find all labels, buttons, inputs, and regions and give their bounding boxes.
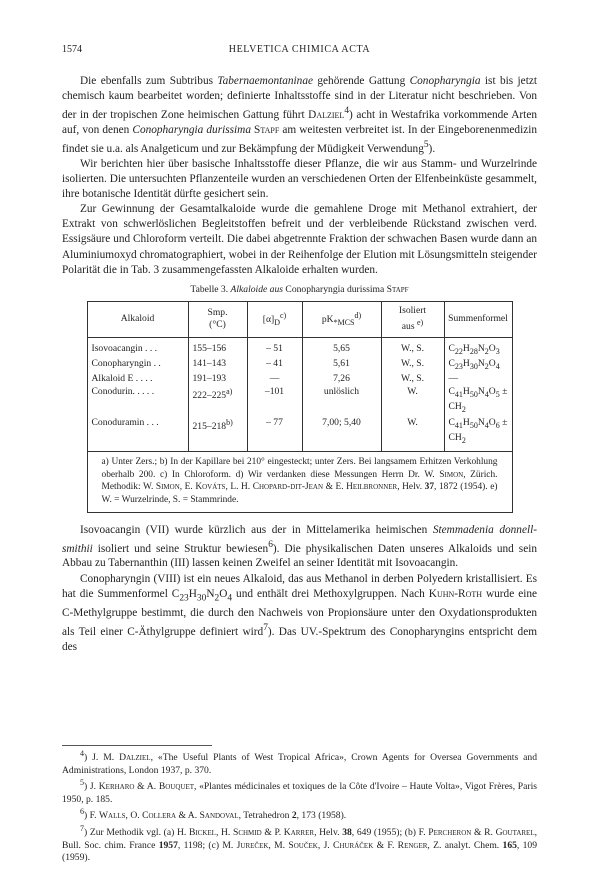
- table-row: [88, 373, 512, 385]
- text: Tabelle 3.: [190, 283, 231, 295]
- subscript: 4: [227, 592, 233, 603]
- paragraph-gesamtalkaloide: Zur Gewinnung der Gesamtalkaloide wurde die gemahlene Droge mit Methanol extrahiert, der Extrakt von schwerlöslichen Begleitstoffen befreit und der verbleibende Rückstand zwischen verd. Essigsäure und Chloroform verteilt. Die dabei abgetrennte Fraktion der schwachen Basen wurde dann an Aluminiumoxyd chromatographiert, wobei in der Reihenfolge der Elution mit Lösungsmitteln steigender Polarität die in Tab. 3 zusammengefassten Alkaloide erhalten wurden.: [62, 203, 537, 276]
- text: a) Unter Zers.;: [101, 457, 160, 468]
- footnote-mark: 4: [80, 749, 84, 758]
- text: 37: [424, 482, 435, 493]
- footnote-ref: 7: [263, 623, 268, 634]
- paragraph-conopharyngia-intro: Die ebenfalls zum Subtribus Tabernaemontaninae gehörende Gattung Conopharyngia ist bis jetzt chemisch kaum bearbeitet worden; definierte Inhaltsstoffe sind in der Literatur nicht beschrieben. Von der in der tropischen Zone heimischen Gattung führt Dalziel$^4$) acht in Westafrika vorkommende Arten auf, von denen Conopharyngia durissima Stapf am weitesten verbreitet ist. In der Eingeborenenmedizin findet sie u.a. als Analgeticum und zur Bekämpfung der Müdigkeit Verwendung$^5$).: [62, 75, 538, 155]
- cell-smp: 191–193: [188, 373, 247, 385]
- author-name: Walls: [98, 810, 126, 822]
- table-row: [88, 417, 512, 452]
- cell-isoliert: W., S.: [381, 337, 444, 358]
- author-name: Bouquet: [158, 781, 195, 793]
- text: 1957: [158, 839, 178, 851]
- text: , 649 (1955); (b) F.: [351, 827, 429, 839]
- cell-pk: 5,61: [302, 358, 381, 373]
- footnote-6: $^6$) F. Walls, O. Collera & A. Sandoval, Tetrahedron 2, 173 (1958).: [80, 807, 347, 822]
- text: b) In der Kapillare bei 210° eingesteckt; unter Zers. Bei langsamem Erhitzen Verkohlung oberhalb 200.: [101, 457, 498, 480]
- text: & R.: [471, 827, 496, 839]
- footnote-ref: e): [416, 318, 424, 328]
- author-name: Simon: [155, 482, 180, 493]
- table-row: [88, 337, 512, 358]
- author-name: Karrer: [283, 827, 315, 839]
- cell-formula: $C_{41}H_{50}N_4O_5 \pm CH_2$: [448, 385, 508, 415]
- taxon-name: Stemmadenia donnell-smithii: [62, 523, 537, 555]
- text: , L. H.: [225, 482, 253, 493]
- cell-isoliert: W.: [381, 386, 444, 417]
- text: .: [432, 142, 436, 155]
- text: , H.: [215, 827, 233, 839]
- page-number: 1574: [62, 44, 82, 55]
- cell-isoliert: W., S.: [381, 373, 444, 385]
- text: , Bull. Soc. chim. France: [62, 827, 537, 851]
- cell-alkaloid: Conopharyngin . .: [88, 358, 189, 373]
- text: , O.: [125, 810, 143, 822]
- alkaloid-table: [87, 301, 513, 513]
- author-name: Dalziel: [308, 108, 345, 121]
- text: , 173 (1958).: [296, 810, 347, 822]
- author-name: Heilbronner: [346, 482, 398, 493]
- author-name: Churáček: [333, 839, 374, 851]
- text: , «The Useful Plants of West Tropical Africa», Crown Agents for Oversea Governments and Administrations, London 1937, p. 370.: [62, 752, 537, 776]
- footnote-mark: 6: [80, 807, 84, 817]
- table-header-row: [88, 302, 512, 338]
- text: J. M.: [87, 752, 120, 764]
- text: D: [274, 317, 280, 327]
- text: Smp.: [207, 306, 228, 318]
- text: Alkaloide aus: [230, 283, 284, 295]
- footnote-divider: [62, 745, 212, 746]
- text: isoliert und seine Struktur bewiesen: [92, 542, 269, 555]
- taxon-name: Conopharyngia durissima: [132, 124, 251, 137]
- text: wurde eine C-Methylgruppe bestimmt, die durch den Nachweis von Propionsäure unter den Oxydationsprodukten als Teil einer C-Äthylgruppe definiert wird: [62, 587, 538, 638]
- text: , 1872 (1954).: [434, 482, 491, 493]
- col-alkaloid: Alkaloid: [88, 302, 189, 338]
- text: Die ebenfalls zum Subtribus: [80, 75, 218, 87]
- footnote-ref: c): [279, 310, 287, 320]
- text: , Tetrahedron: [238, 810, 292, 822]
- author-name: Renger: [397, 839, 428, 851]
- text: MCS: [337, 317, 355, 327]
- footnote-ref: 4: [344, 106, 350, 117]
- text: , Helv.: [314, 827, 343, 839]
- col-pk: [302, 302, 381, 338]
- text: J.: [87, 781, 99, 793]
- text: & A.: [134, 781, 159, 793]
- cell-smp: 141–143: [188, 358, 247, 373]
- author-name: Souček: [288, 839, 318, 851]
- text: 165: [502, 839, 517, 851]
- text: d) Wir verdanken diese Messungen Herrn Dr. W.: [235, 469, 440, 480]
- col-summenformel: Summenformel: [444, 302, 512, 338]
- text: & P.: [261, 827, 284, 839]
- text: ist bis jetzt chemisch kaum bearbeitet worden; definierte Inhaltsstoffe sind in der Literatur nicht beschrieben. Von der in der tropischen Zone heimischen Gattung führt: [62, 75, 537, 121]
- text: aus: [401, 321, 415, 333]
- text: & F.: [373, 839, 398, 851]
- col-isoliert: [381, 302, 444, 338]
- text: c) In Chloroform.: [159, 469, 236, 480]
- footnote-ref: 6: [268, 539, 273, 550]
- cell-alpha: – 77: [247, 417, 302, 452]
- cell-isoliert: W.: [381, 417, 444, 452]
- footnote-4: $^4$) J. M. Dalziel, «The Useful Plants of West Tropical Africa», Crown Agents for Oversea Governments and Administrations, London 1937, p. 370.: [62, 749, 537, 776]
- text: , 1198; (c) M.: [177, 839, 237, 851]
- col-alpha: [247, 302, 302, 338]
- text: 38: [342, 827, 352, 839]
- cell-alkaloid: Isovoacangin . . .: [88, 337, 189, 358]
- taxon-name: Conopharyngia: [409, 75, 481, 87]
- text: acht in Westafrika vorkommende Arten auf, von denen: [62, 108, 537, 137]
- text: . Die physikalischen Daten unseres Alkaloids und sein Abbau zu Tabernanthin (III) lassen keinen Zweifel an seiner Identität mit Isovoacangin.: [62, 542, 537, 570]
- text: [α]: [262, 313, 275, 325]
- author-name: Percheron: [428, 827, 472, 839]
- cell-pk: 7,26: [302, 373, 381, 385]
- author-name: Schmid: [233, 827, 262, 839]
- footnote-ref: d): [354, 310, 362, 320]
- cell-smp: 215–218$^{b)}$: [188, 417, 247, 452]
- text: O: [219, 587, 228, 600]
- cell-pk: unlöslich: [302, 386, 381, 417]
- text: , 109 (1959).: [62, 839, 538, 864]
- cell-isoliert: W., S.: [381, 358, 444, 373]
- text: , Zürich. Methodik: W.: [101, 469, 498, 493]
- footnotes: [62, 745, 537, 865]
- table-caption: [62, 282, 537, 297]
- author-name: Sandoval: [199, 810, 239, 822]
- text: , «Plantes médicinales et toxiques de la Côte d'Ivoire – Haute Volta», Vigot Frères, Paris 1950, p. 185.: [62, 781, 537, 805]
- text: e) W. = Wurzelrinde, S. = Stammrinde.: [101, 482, 498, 505]
- cell-formula: $C_{41}H_{50}N_4O_6 \pm CH_2$: [448, 416, 508, 445]
- cell-smp: 222–225$^{a)}$: [188, 386, 247, 417]
- cell-formula: $C_{23}H_{30}N_2O_4$: [448, 358, 500, 372]
- text: & A.: [176, 810, 200, 822]
- footnote-mark: 7: [80, 824, 84, 834]
- text: & E.: [323, 482, 347, 493]
- footnote-ref: 5: [423, 140, 429, 151]
- text: , M.: [268, 839, 289, 851]
- paragraph-isovoacangin: Isovoacangin (VII) wurde kürzlich aus der in Mittelamerika heimischen Stemmadenia donnell-smithii isoliert und seine Struktur bewiesen$^6$). Die physikalischen Daten unseres Alkaloids und sein Abbau zu Tabernanthin (III) lassen keinen Zweifel an seiner Identität mit Isovoacangin.: [62, 523, 537, 570]
- subscript: 2: [214, 592, 220, 603]
- text: Conopharyngin (VIII) ist ein neues Alkaloid, das aus Methanol in derben Polyedern kristallisiert. Es hat die Summenformel C: [62, 572, 537, 600]
- author-name: Stapf: [250, 124, 280, 137]
- text: Zur Methodik vgl. (a) H.: [87, 827, 189, 839]
- subscript: 30: [196, 592, 207, 603]
- text: Isovoacangin (VII) wurde kürzlich aus der in Mittelamerika heimischen: [80, 523, 433, 536]
- table-row: [88, 358, 512, 373]
- text: *: [333, 317, 338, 327]
- footnote-5: $^5$) J. Kerharo & A. Bouquet, «Plantes médicinales et toxiques de la Côte d'Ivoire – Haute Volta», Vigot Frères, Paris 1950, p. 185.: [62, 778, 537, 805]
- author-name: Kováts: [195, 482, 226, 493]
- author-name: Kerharo: [98, 781, 135, 793]
- author-name: Chopard-dit-Jean: [252, 482, 324, 493]
- text: Conopharyngia durissima: [283, 283, 387, 295]
- author-name: Bickel: [188, 827, 216, 839]
- cell-alpha: —: [247, 373, 302, 385]
- cell-alpha: – 51: [247, 337, 302, 358]
- text: und enthält drei Methoxylgruppen. Nach: [232, 587, 429, 600]
- paragraph-basische-inhaltsstoffe: Wir berichten hier über basische Inhaltsstoffe dieser Pflanze, die wir aus Stamm- und Wurzelrinde isolierten. Die untersuchten Pflanzenteile wurden an verschiedenen Orten der Elfenbeinküste gesammelt, ihre botanische Identität dürfte gesichert sein.: [62, 158, 537, 201]
- text: gehörende Gattung: [313, 75, 410, 87]
- text: N: [206, 587, 215, 600]
- cell-smp: 155–156: [188, 337, 247, 358]
- article-body: [62, 74, 537, 655]
- table-footnotes: [88, 451, 512, 511]
- taxon-name: Tabernaemontaninae: [217, 75, 313, 87]
- author-name: Simon: [439, 469, 464, 480]
- author-name: Kuhn-Roth: [428, 587, 483, 600]
- cell-formula: —: [448, 373, 459, 385]
- subscript: 23: [179, 592, 189, 603]
- table-row: [88, 386, 512, 417]
- text: F.: [87, 810, 99, 822]
- text: am weitesten verbreitet ist. In der Eingeborenenmedizin findet sie u.a. als Analgeticum und zur Bekämpfung der Müdigkeit Verwendung: [62, 124, 538, 155]
- author-name: Jureček: [236, 839, 269, 851]
- cell-pk: 5,65: [302, 337, 381, 358]
- text: ). Das UV.-Spektrum des Conopharyngins entspricht dem des: [62, 625, 537, 653]
- text: H: [188, 587, 197, 600]
- cell-alpha: – 41: [247, 358, 302, 373]
- footnote-7: $^7$) Zur Methodik vgl. (a) H. Bickel, H. Schmid & P. Karrer, Helv. 38, 649 (1955); (b) F. Percheron & R. Goutarel, Bull. Soc. chim. France 1957, 1198; (c) M. Jureček, M. Souček, J. Churáček & F. Renger, Z. analyt. Chem. 165, 109 (1959).: [62, 824, 538, 864]
- col-smp: Smp. (°C): [188, 302, 247, 338]
- text: , Z. analyt. Chem.: [427, 839, 503, 851]
- text: 2: [291, 810, 297, 822]
- author-name: Dalziel: [119, 752, 151, 764]
- cell-pk: 7,00; 5,40: [302, 417, 381, 452]
- text: pK: [321, 313, 334, 325]
- text: Isoliert: [398, 304, 427, 316]
- text: , J.: [317, 839, 334, 851]
- author-name: Stapf: [386, 283, 409, 295]
- cell-formula: $C_{22}H_{28}N_2O_3$: [448, 342, 500, 356]
- footnote-mark: 5: [80, 778, 84, 788]
- paragraph-conopharyngin: [62, 572, 537, 655]
- cell-alkaloid: Alkaloid E . . . .: [88, 373, 189, 385]
- author-name: Goutarel: [495, 827, 535, 839]
- journal-title: HELVETICA CHIMICA ACTA: [228, 44, 371, 55]
- text: , Helv.: [397, 482, 425, 493]
- cell-alpha: –101: [247, 386, 302, 417]
- cell-alkaloid: Conodurin. . . . .: [88, 386, 189, 417]
- text: , E.: [179, 482, 196, 493]
- author-name: Collera: [142, 810, 177, 822]
- cell-alkaloid: Conoduramin . . .: [88, 417, 189, 452]
